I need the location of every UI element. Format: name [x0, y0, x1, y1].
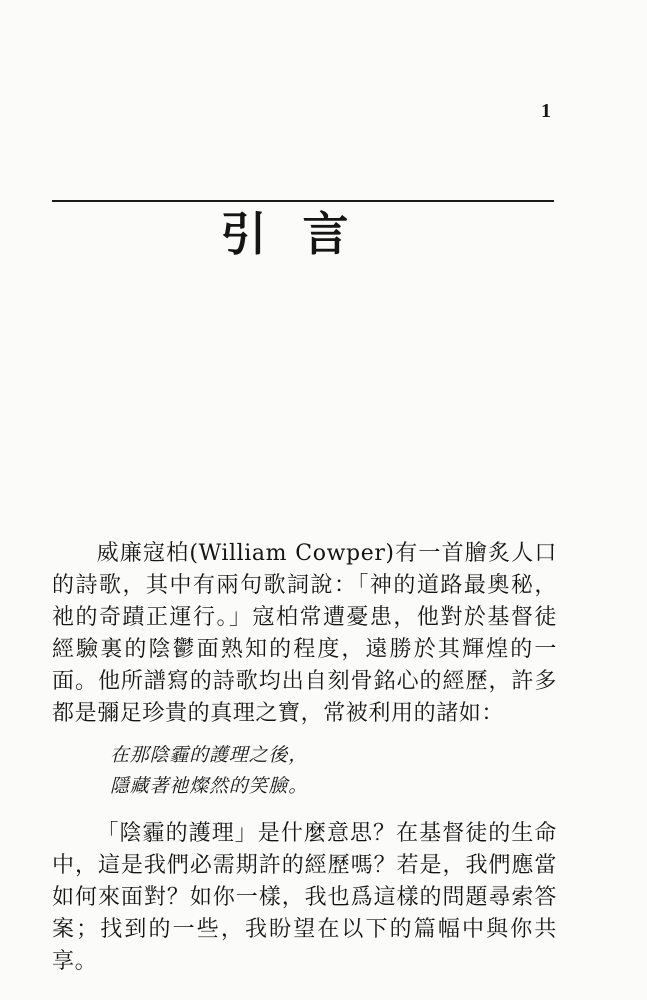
quote-line: 在那陰霾的護理之後，	[110, 744, 309, 766]
chapter-divider	[52, 200, 554, 202]
paragraph-text: 「陰霾的護理」是什麼意思？在基督徒的生命中，這是我們必需期許的經歷嗎？若是，我們應當如何來面對？如你一樣，我也爲這樣的問題尋索答案；找到的一些，我盼望在以下的篇幅中與你共享。	[52, 821, 557, 974]
chapter-title: 引言	[220, 207, 385, 261]
quote-line: 隱藏著祂燦然的笑臉。	[110, 775, 309, 797]
body-paragraph	[52, 538, 557, 730]
body-paragraph	[52, 818, 557, 978]
page-number: 1	[541, 100, 551, 122]
paragraph-text: 威廉寇柏(William Cowper)有一首膾炙人口的詩歌，其中有兩句歌詞說：「神的道路最奧秘，祂的奇蹟正運行。」寇柏常遭憂患，他對於基督徒經驗裏的陰鬱面熟知的程度，遠勝於其輝煌的一面。他所譜寫的詩歌均出自刻骨銘心的經歷，許多都是彌足珍貴的真理之寶，常被利用的諸如：	[52, 541, 557, 726]
